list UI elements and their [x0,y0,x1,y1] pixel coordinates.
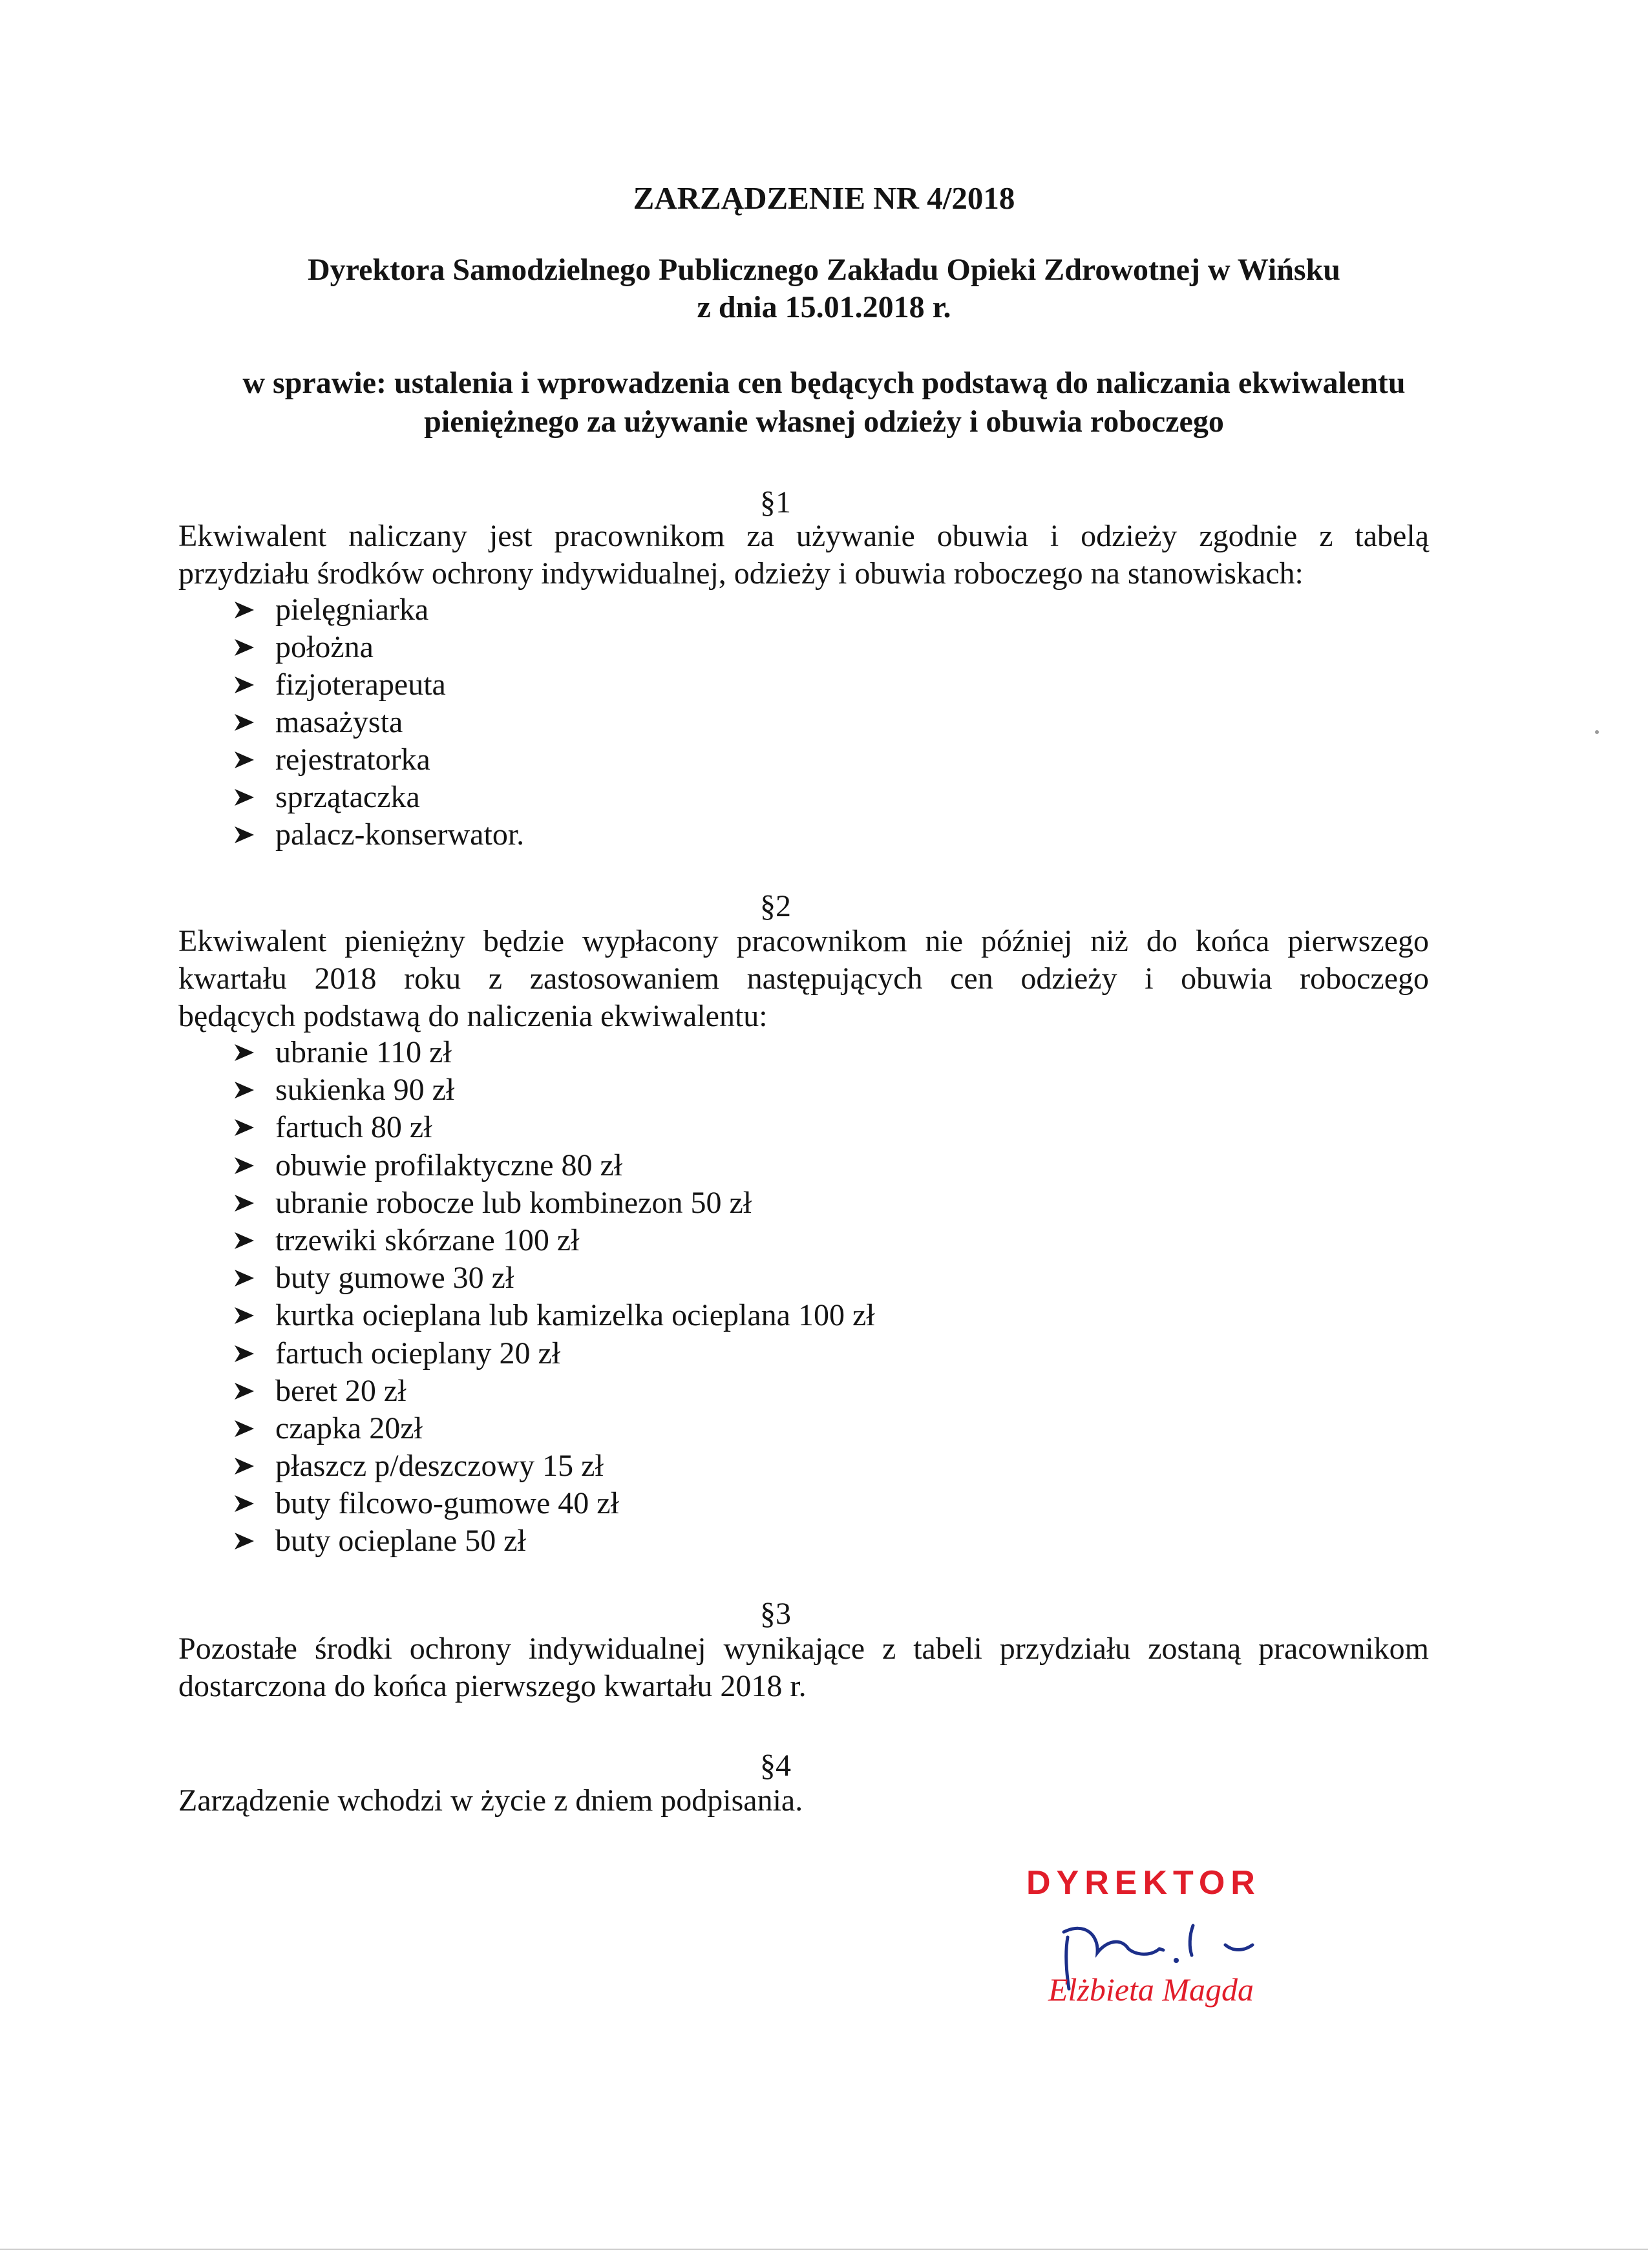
arrow-bullet-icon [235,826,254,843]
list-item [235,629,524,666]
list-item [235,741,524,779]
section-1-line-2: przydziału środków ochrony indywidualnej, odzieży i obuwia roboczego na stanowiskach: [178,556,1304,591]
arrow-bullet-icon [235,1345,254,1362]
section-3-line-1: Pozostałe środki ochrony indywidualnej wynikające z tabeli przydziału zostaną pracownikom [178,1632,1429,1666]
list-item-text: fizjoterapeuta [275,667,446,702]
section-2-line-1: Ekwiwalent pieniężny będzie wypłacony pracownikom nie później niż do końca pierwszego [178,924,1429,958]
section-4-number: §4 [760,1748,791,1783]
section-3-line-2: dostarczona do końca pierwszego kwartału 2018 r. [178,1669,807,1703]
list-item-text: beret 20 zł [275,1373,407,1408]
arrow-bullet-icon [235,1119,254,1136]
list-item [235,1372,875,1410]
scan-speck [1595,730,1599,734]
arrow-bullet-icon [235,677,254,693]
arrow-bullet-icon [235,1270,254,1286]
list-item-text: płaszcz p/deszczowy 15 zł [275,1449,604,1484]
list-item [235,1485,875,1522]
list-item-text: buty filcowo-gumowe 40 zł [275,1486,619,1521]
list-item-text: sukienka 90 zł [275,1073,455,1108]
list-item-text: obuwie profilaktyczne 80 zł [275,1148,623,1182]
subject-line-1: w sprawie: ustalenia i wprowadzenia cen będących podstawą do naliczania ekwiwalentu [242,366,1406,400]
section-2-line-2: kwartału 2018 roku z zastosowaniem następujących cen odzieży i obuwia roboczego [178,961,1429,996]
list-item [235,1034,875,1071]
section-1-line-1: Ekwiwalent naliczany jest pracownikom za używanie obuwia i odzieży zgodnie z tabelą [178,519,1429,553]
section-1-number: §1 [760,485,791,520]
section-2-line-3: będących podstawą do naliczenia ekwiwalentu: [178,999,768,1033]
arrow-bullet-icon [235,1420,254,1437]
arrow-bullet-icon [235,602,254,618]
list-item [235,1184,875,1222]
arrow-bullet-icon [235,1157,254,1174]
director-stamp-title: DYREKTOR [1026,1864,1261,1902]
list-item [235,1335,875,1372]
document-title: ZARZĄDZENIE NR 4/2018 [633,180,1015,216]
arrow-bullet-icon [235,1195,254,1212]
section-1-job-list [235,591,524,854]
list-item [235,1447,875,1485]
list-item-text: pielęgniarka [275,593,429,627]
arrow-bullet-icon [235,639,254,656]
arrow-bullet-icon [235,1495,254,1512]
document-date: z dnia 15.01.2018 r. [697,290,951,324]
list-item-text: fartuch 80 zł [275,1110,432,1145]
list-item-text: buty gumowe 30 zł [275,1261,514,1296]
section-2-price-list [235,1034,875,1560]
list-item [235,591,524,629]
list-item [235,1259,875,1297]
list-item-text: trzewiki skórzane 100 zł [275,1223,580,1257]
list-item-text: palacz-konserwator. [275,817,525,852]
list-item-text: buty ocieplane 50 zł [275,1524,526,1559]
list-item [235,666,524,704]
subject-line-2: pieniężnego za używanie własnej odzieży i obuwia roboczego [424,404,1224,439]
list-item [235,704,524,741]
list-item-text: sprzątaczka [275,780,420,814]
list-item-text: ubranie robocze lub kombinezon 50 zł [275,1185,752,1220]
list-item [235,1071,875,1109]
list-item [235,1222,875,1259]
arrow-bullet-icon [235,1232,254,1249]
arrow-bullet-icon [235,789,254,806]
arrow-bullet-icon [235,714,254,731]
list-item-text: rejestratorka [275,742,430,777]
list-item [235,1147,875,1184]
section-2-number: §2 [760,889,791,923]
section-3-number: §3 [760,1597,791,1631]
scan-edge-line [0,2249,1648,2250]
list-item-text: czapka 20zł [275,1411,423,1445]
director-stamp-name: Elżbieta Magda [1048,1971,1254,2008]
list-item [235,1297,875,1334]
list-item-text: kurtka ocieplana lub kamizelka ocieplana 100 zł [275,1298,875,1333]
arrow-bullet-icon [235,1383,254,1400]
arrow-bullet-icon [235,1044,254,1061]
list-item-text: fartuch ocieplany 20 zł [275,1336,561,1370]
list-item-text: ubranie 110 zł [275,1035,452,1069]
arrow-bullet-icon [235,1307,254,1324]
list-item [235,1410,875,1447]
list-item [235,779,524,816]
list-item [235,816,524,854]
arrow-bullet-icon [235,751,254,768]
arrow-bullet-icon [235,1533,254,1549]
list-item [235,1109,875,1146]
list-item [235,1522,875,1560]
list-item-text: położna [275,630,374,664]
list-item-text: masażysta [275,705,403,739]
arrow-bullet-icon [235,1082,254,1098]
issuer-line: Dyrektora Samodzielnego Publicznego Zakładu Opieki Zdrowotnej w Wińsku [308,253,1340,287]
section-4-line-1: Zarządzenie wchodzi w życie z dniem podpisania. [178,1783,803,1818]
arrow-bullet-icon [235,1458,254,1475]
